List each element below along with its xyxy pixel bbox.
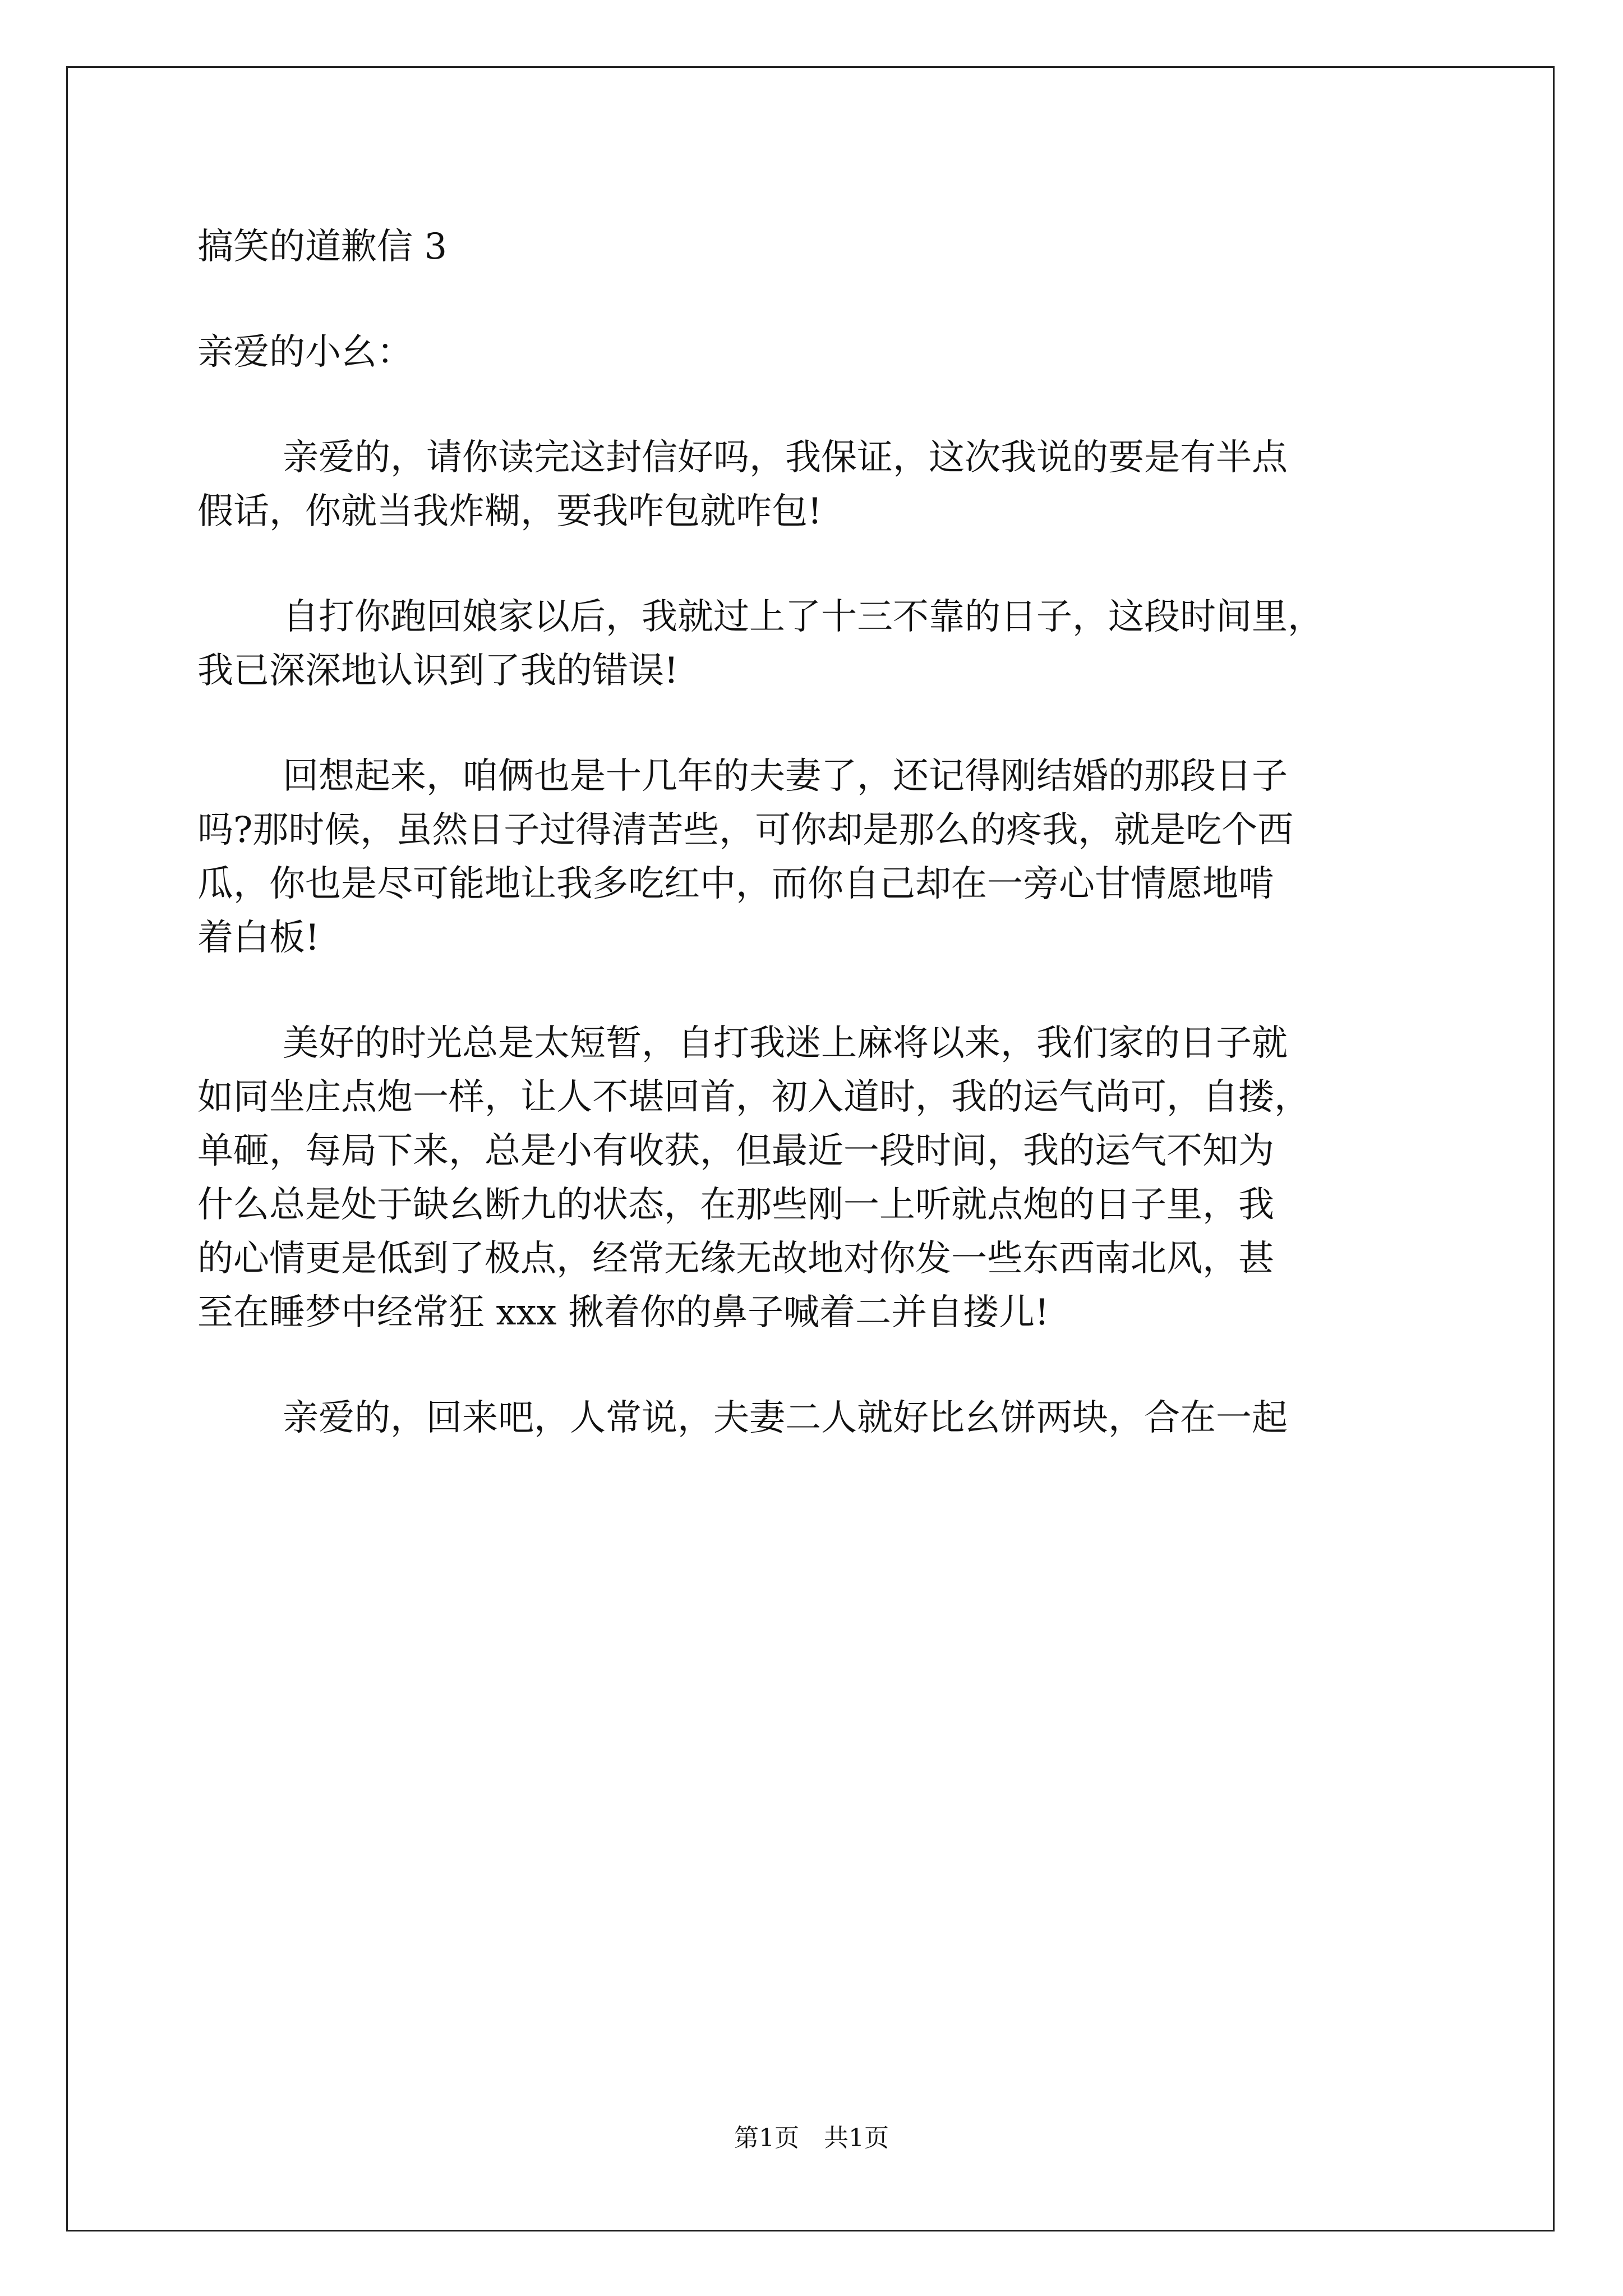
paragraph-line: 吗?那时候，虽然日子过得清苦些，可你却是那么的疼我，就是吃个西 (197, 809, 1294, 851)
paragraph-2 (197, 590, 1431, 698)
document-title: 搞笑的道歉信 3 (197, 226, 448, 268)
paragraph-line: 假话，你就当我炸糊，要我咋包就咋包! (197, 491, 822, 532)
paragraph-1 (197, 431, 1431, 539)
paragraph-4 (197, 1016, 1431, 1340)
paragraph-line: 的心情更是低到了极点，经常无缘无故地对你发一些东西南北风，甚 (197, 1238, 1274, 1280)
paragraph-line: 美好的时光总是太短暂，自打我迷上麻将以来，我们家的日子就 (283, 1023, 1288, 1064)
paragraph-line: 什么总是处于缺幺断九的状态，在那些刚一上听就点炮的日子里，我 (197, 1184, 1274, 1226)
paragraph-line: 亲爱的，请你读完这封信好吗，我保证，这次我说的要是有半点 (283, 437, 1288, 478)
paragraph-line: 至在睡梦中经常狂 xxx 揪着你的鼻子喊着二并自搂儿! (197, 1292, 1049, 1333)
paragraph-line: 亲爱的，回来吧，人常说，夫妻二人就好比幺饼两块，合在一起 (283, 1397, 1288, 1439)
paragraph-line: 自打你跑回娘家以后，我就过上了十三不靠的日子，这段时间里， (283, 596, 1324, 638)
paragraph-line: 着白板! (197, 917, 320, 959)
page-number-current: 第1页 (734, 2124, 799, 2152)
paragraph-5 (197, 1391, 1431, 1445)
paragraph-3 (197, 749, 1431, 965)
page-number-total: 共1页 (824, 2124, 889, 2152)
paragraph-line: 我已深深地认识到了我的错误! (197, 650, 679, 692)
paragraph-line: 回想起来，咱俩也是十几年的夫妻了，还记得刚结婚的那段日子 (283, 756, 1288, 797)
paragraph-line: 单砸，每局下来，总是小有收获，但最近一段时间，我的运气不知为 (197, 1130, 1274, 1172)
page-footer (0, 2122, 1623, 2155)
letter-body (197, 220, 1431, 1497)
paragraph-line: 如同坐庄点炮一样，让人不堪回首，初入道时，我的运气尚可，自搂， (197, 1076, 1310, 1118)
paragraph-line: 瓜，你也是尽可能地让我多吃红中，而你自己却在一旁心甘情愿地啃 (197, 863, 1274, 905)
salutation: 亲爱的小幺： (197, 332, 413, 373)
